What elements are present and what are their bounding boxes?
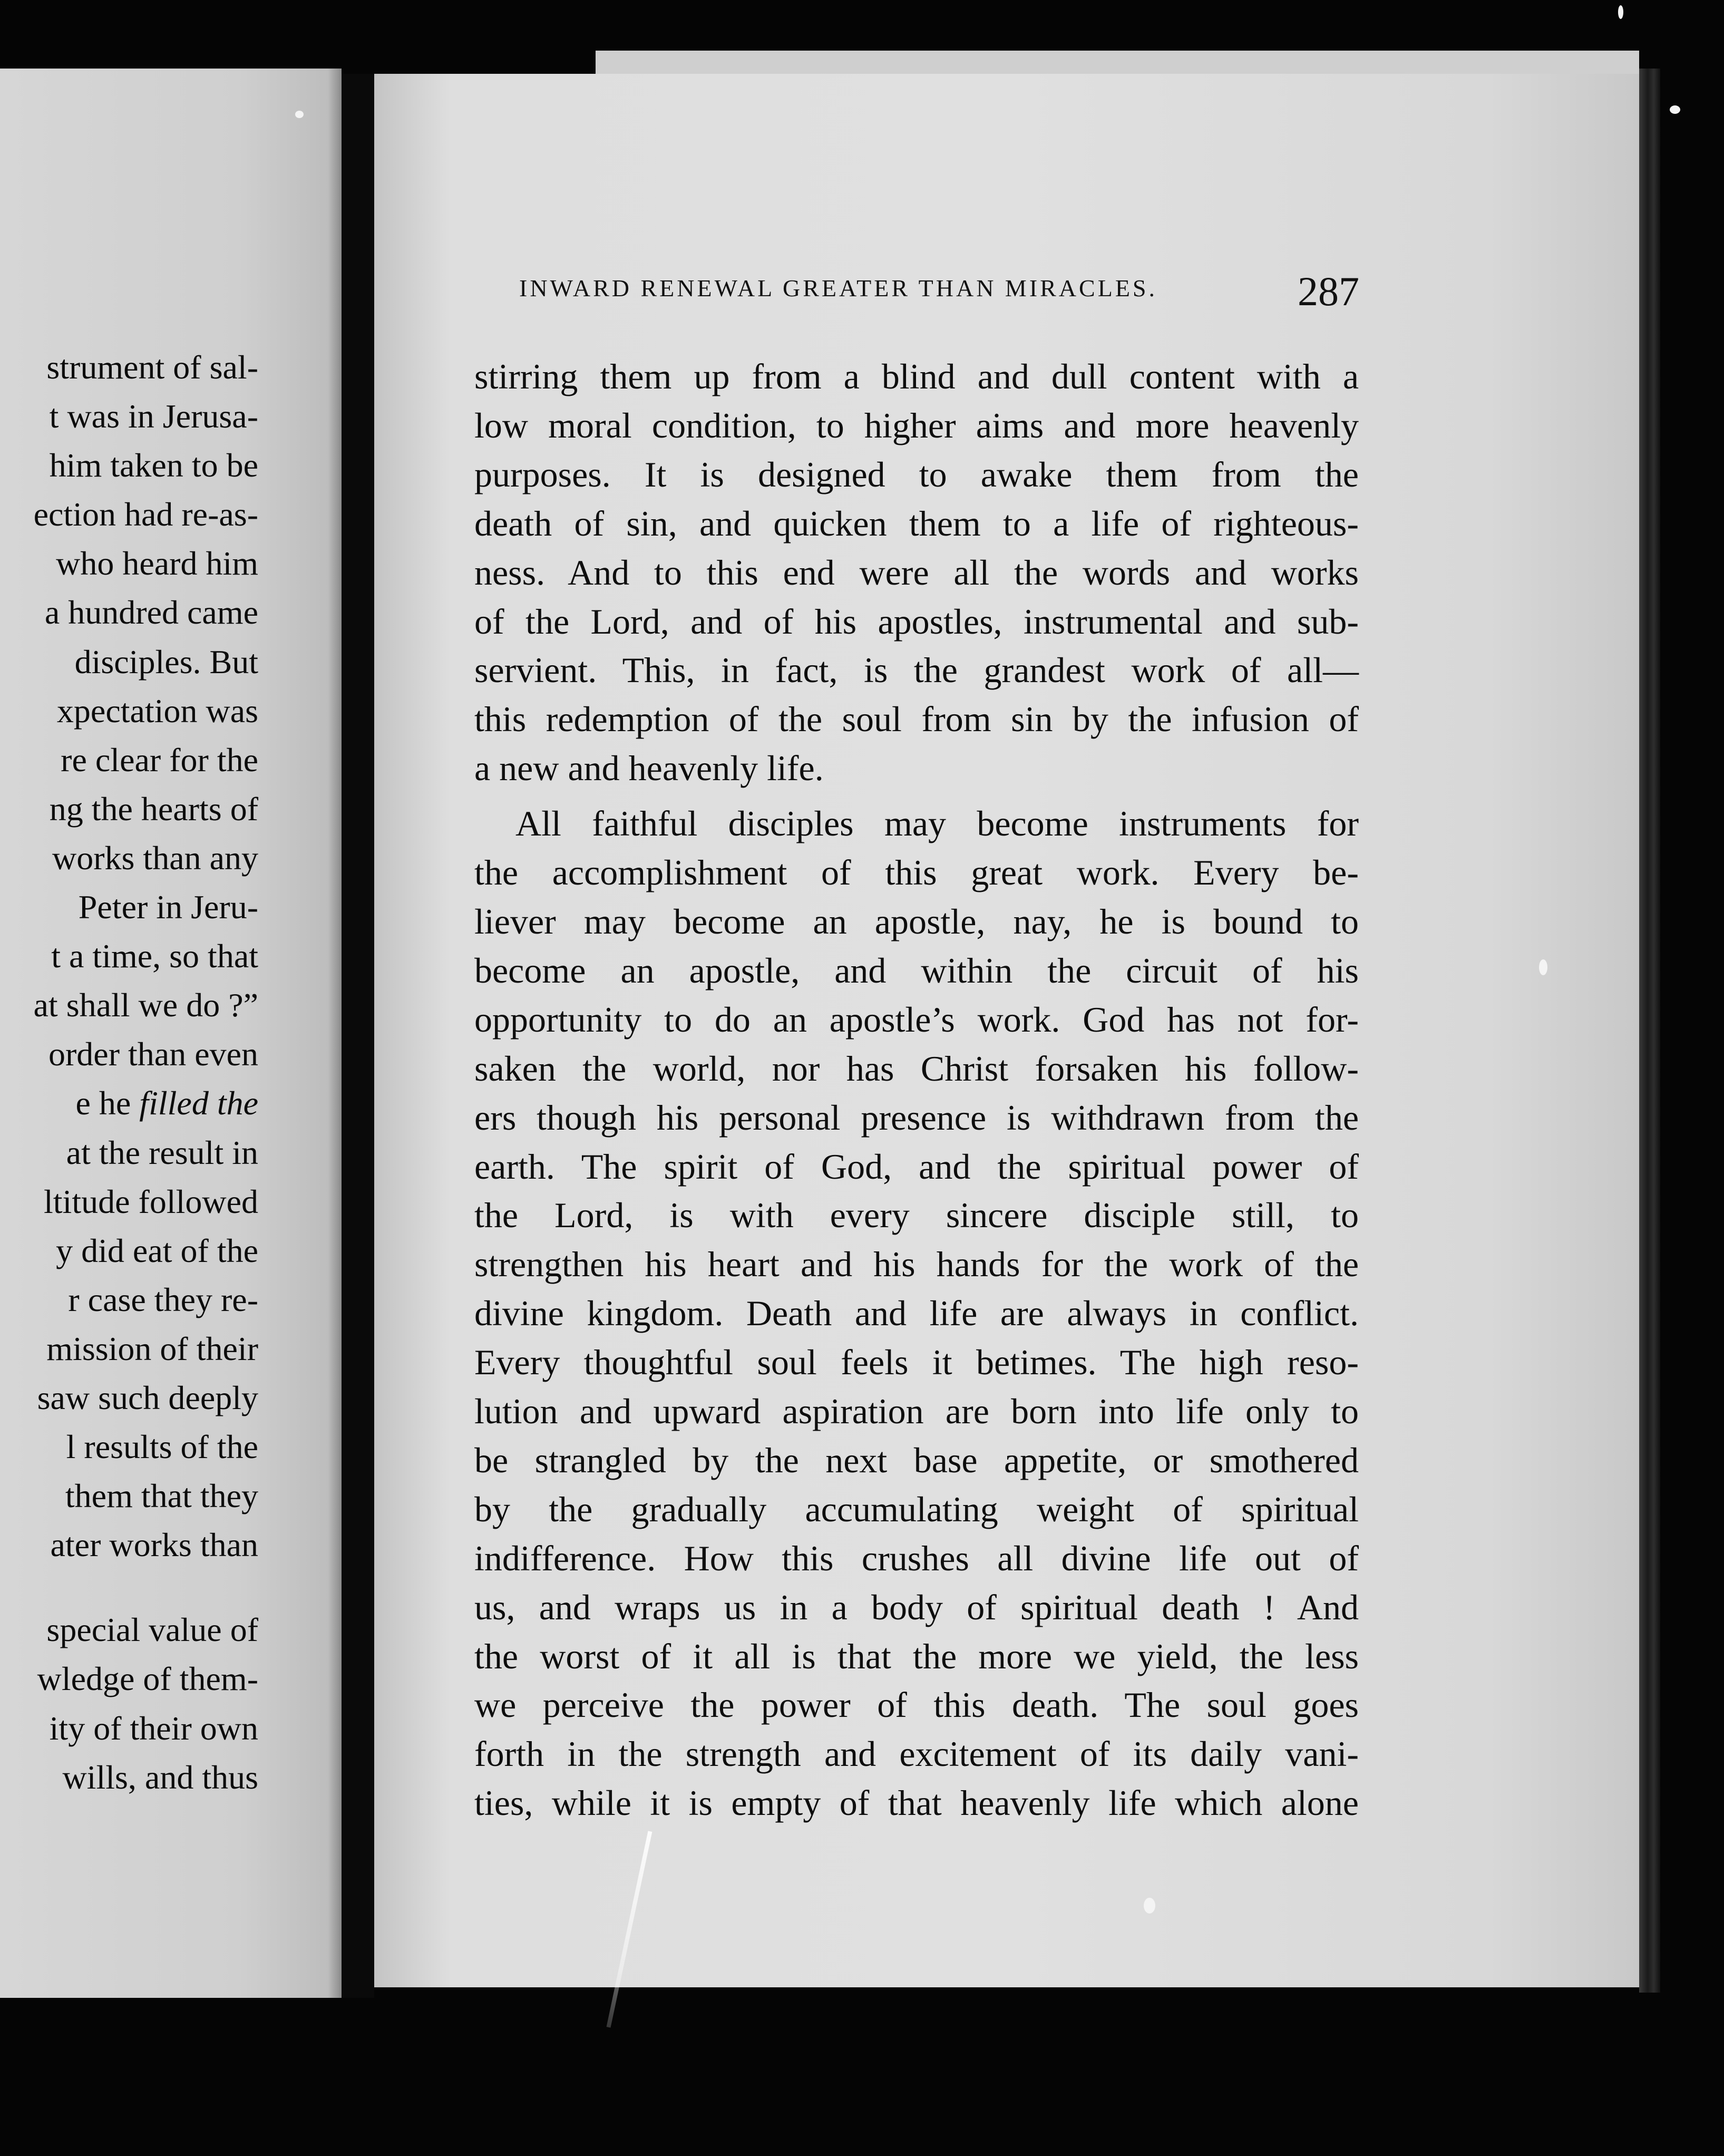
body-line: earth. The spirit of God, and the spiritual power of [474,1146,1359,1187]
body-line: we perceive the power of this death. The soul goes [474,1685,1359,1725]
paragraph-gap [34,1569,259,1605]
left-page-line: order than even [48,1035,258,1073]
body-line: opportunity to do an apostle’s work. God has not for- [474,999,1359,1040]
body-line: of the Lord, and of his apostles, instrumental and sub- [474,601,1359,642]
book-gutter [342,74,374,1998]
body-line: death of sin, and quicken them to a life of righteous- [474,503,1359,543]
body-line: this redemption of the soul from sin by the infusion of [474,699,1359,740]
left-page-line: ltitude followed [43,1182,258,1220]
body-line: All faithful disciples may become instruments for [515,803,1359,844]
left-page-line: at the result in [66,1133,258,1171]
scan-speck [1670,105,1680,114]
body-line: purposes. It is designed to awake them from the [474,454,1359,494]
left-page-line: special value of [46,1611,258,1649]
left-page-line: re clear for the [61,741,258,779]
left-page-line: ection had re-as- [33,496,258,533]
body-line: strengthen his heart and his hands for the work of the [474,1244,1359,1285]
left-page-line: t a time, so that [51,937,258,975]
body-line: the accomplishment of this great work. Every be- [474,852,1359,893]
left-page-line: works than any [52,839,258,877]
page-number: 287 [1298,268,1359,314]
left-page-line: ater works than [50,1526,258,1564]
body-line: indifference. How this crushes all divine life out of [474,1538,1359,1578]
body-line: lution and upward aspiration are born into life only to [474,1391,1359,1432]
body-line: saken the world, nor has Christ forsaken his follow- [474,1048,1359,1089]
left-page-line: xpectation was [56,692,258,730]
body-line: the worst of it all is that the more we yield, the less [474,1636,1359,1676]
body-line: forth in the strength and excitement of its daily vani- [474,1734,1359,1774]
body-line: stirring them up from a blind and dull content with a [474,356,1359,396]
left-page-line: ng the hearts of [49,790,258,828]
body-line: by the gradually accumulating weight of spiritual [474,1489,1359,1529]
body-line: Every thoughtful soul feels it betimes. The high reso- [474,1342,1359,1383]
left-page-line: wledge of them- [37,1660,258,1698]
page-edge-stack [1639,69,1660,1993]
left-page-line: l results of the [66,1428,258,1466]
left-page-line-text: e he [75,1084,140,1122]
left-page-line: him taken to be [49,446,258,484]
left-page-line: ity of their own [49,1709,258,1747]
left-page [0,69,342,1998]
scan-speck [1539,959,1547,975]
page-top-edge [596,51,1639,74]
body-line: become an apostle, and within the circuit of his [474,950,1359,990]
scan-speck [1618,5,1623,19]
left-page-line: them that they [65,1477,258,1515]
left-page-line: Peter in Jeru- [78,888,258,926]
body-line: ness. And to this end were all the words and works [474,552,1359,593]
left-page-line: mission of their [46,1329,258,1367]
left-page-line: at shall we do ?” [33,986,258,1024]
left-page-line: saw such deeply [37,1378,258,1416]
body-line: low moral condition, to higher aims and more heavenly [474,405,1359,445]
scan-speck [295,111,304,118]
body-line: liever may become an apostle, nay, he is bound to [474,901,1359,941]
left-page-line: t was in Jerusa- [49,397,258,435]
left-page-line: a hundred came [44,594,258,632]
body-line: us, and wraps us in a body of spiritual death ! And [474,1587,1359,1627]
body-line: servient. This, in fact, is the grandest work of all— [474,650,1359,691]
running-head: INWARD RENEWAL GREATER THAN MIRACLES. [519,275,1158,302]
left-page-text [34,343,259,1802]
left-page-italic-text: filled the [139,1084,258,1122]
body-line: a new and heavenly life. [474,748,824,789]
left-page-line: r case they re- [68,1280,258,1318]
left-page-line: who heard him [56,545,258,582]
left-page-line [34,1079,259,1128]
left-page-line: wills, and thus [62,1758,258,1796]
body-text [474,352,1359,1828]
paragraph-gap [474,793,1359,799]
scan-speck [1144,1898,1155,1914]
left-page-line: strument of sal- [46,348,258,386]
body-line: be strangled by the next base appetite, or smothered [474,1440,1359,1480]
left-page-line: disciples. But [74,643,258,681]
left-page-line: y did eat of the [56,1231,258,1269]
body-line: divine kingdom. Death and life are always in conflict. [474,1293,1359,1334]
body-line: ers though his personal presence is withdrawn from the [474,1097,1359,1138]
body-line: ties, while it is empty of that heavenly life which alone [474,1783,1359,1823]
body-line: the Lord, is with every sincere disciple still, to [474,1195,1359,1236]
